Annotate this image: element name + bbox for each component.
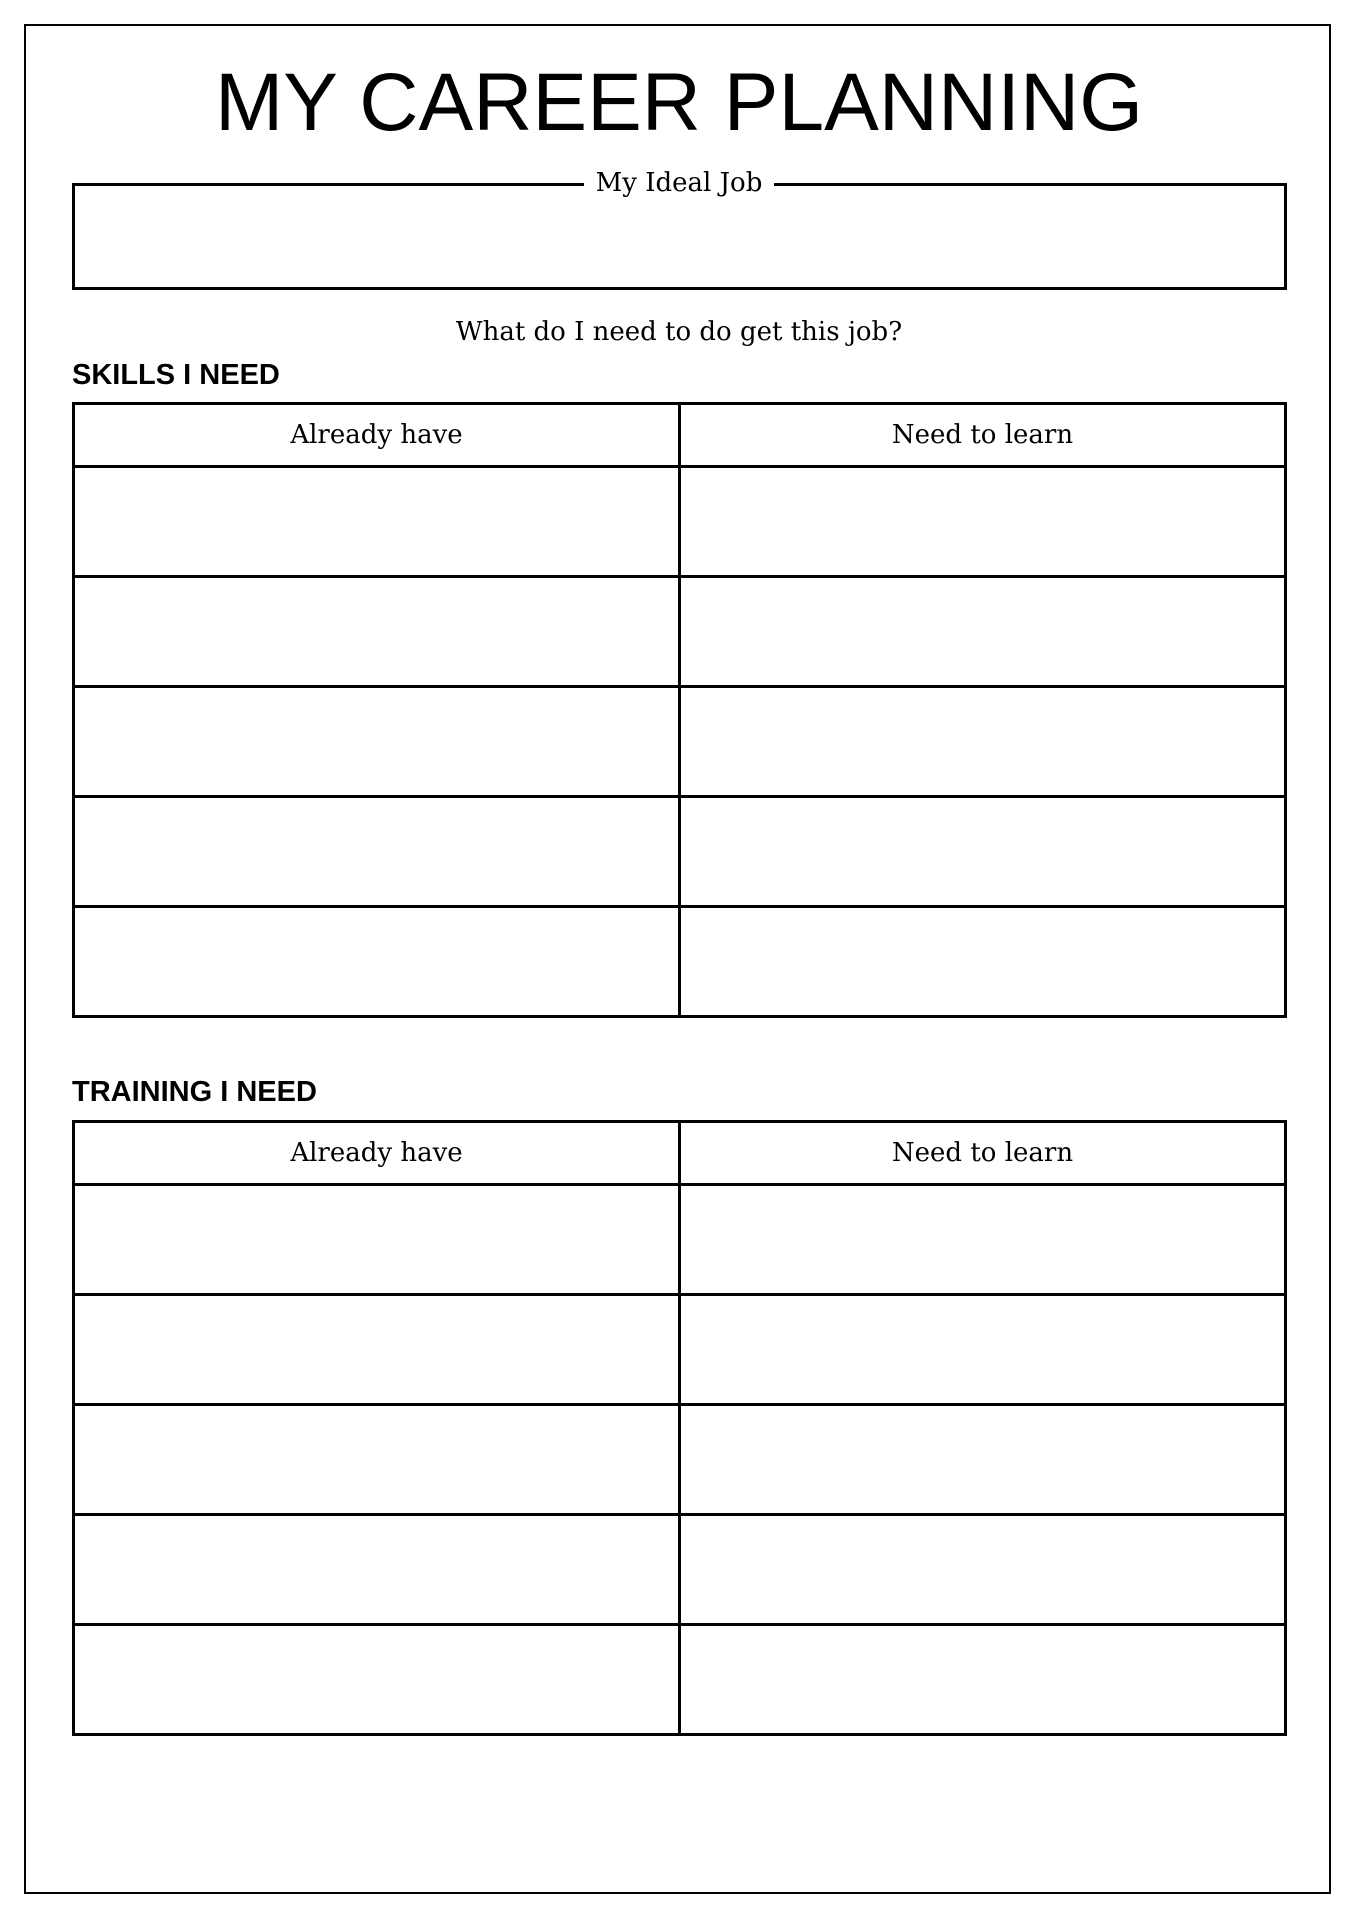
training-cell-already-have[interactable] [74,1515,680,1625]
skills-cell-already-have[interactable] [74,467,680,577]
training-cell-need-to-learn[interactable] [680,1405,1286,1515]
skills-cell-already-have[interactable] [74,577,680,687]
table-row [74,907,1286,1017]
training-cell-already-have[interactable] [74,1185,680,1295]
skills-col-already-have: Already have [74,404,680,467]
training-cell-need-to-learn[interactable] [680,1625,1286,1735]
skills-cell-already-have[interactable] [74,687,680,797]
table-row [74,1405,1286,1515]
training-col-already-have: Already have [74,1122,680,1185]
training-cell-already-have[interactable] [74,1295,680,1405]
training-cell-already-have[interactable] [74,1405,680,1515]
table-row [74,577,1286,687]
table-row [74,1185,1286,1295]
table-row [74,797,1286,907]
skills-cell-need-to-learn[interactable] [680,467,1286,577]
question-text: What do I need to do get this job? [455,317,903,347]
skills-table [72,402,1287,1018]
table-row [74,1625,1286,1735]
training-header-row [74,1122,1286,1185]
skills-heading: SKILLS I NEED [72,359,280,391]
training-cell-already-have[interactable] [74,1625,680,1735]
training-cell-need-to-learn[interactable] [680,1295,1286,1405]
skills-cell-need-to-learn[interactable] [680,687,1286,797]
skills-cell-need-to-learn[interactable] [680,797,1286,907]
page-title: MY CAREER PLANNING [214,57,1144,148]
training-heading: TRAINING I NEED [72,1076,317,1108]
skills-col-need-to-learn: Need to learn [680,404,1286,467]
table-row [74,1295,1286,1405]
table-row [74,1515,1286,1625]
training-col-need-to-learn: Need to learn [680,1122,1286,1185]
skills-header-row [74,404,1286,467]
table-row [74,687,1286,797]
ideal-job-field[interactable] [72,183,1287,290]
skills-cell-already-have[interactable] [74,907,680,1017]
skills-cell-already-have[interactable] [74,797,680,907]
ideal-job-label: My Ideal Job [584,166,775,200]
training-cell-need-to-learn[interactable] [680,1515,1286,1625]
skills-cell-need-to-learn[interactable] [680,577,1286,687]
skills-cell-need-to-learn[interactable] [680,907,1286,1017]
training-table [72,1120,1287,1736]
training-cell-need-to-learn[interactable] [680,1185,1286,1295]
table-row [74,467,1286,577]
